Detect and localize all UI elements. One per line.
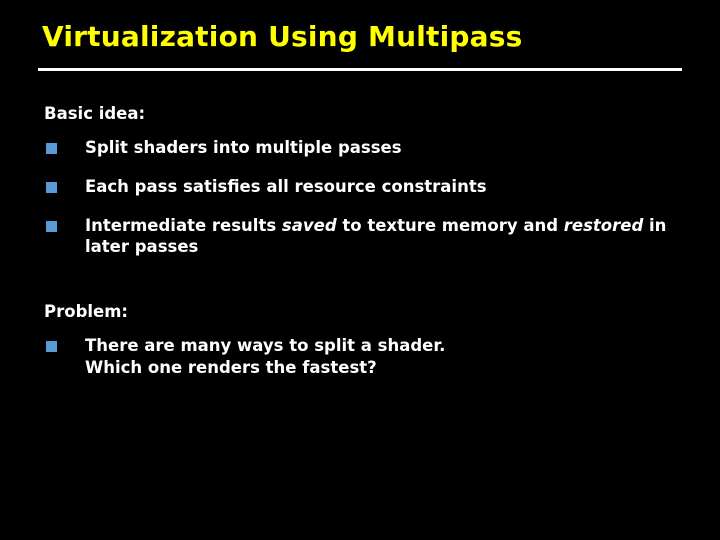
square-bullet-icon [46, 182, 57, 193]
list-item [44, 335, 694, 379]
list-item [44, 176, 694, 198]
square-bullet-icon [46, 341, 57, 352]
list-item [44, 137, 694, 159]
list-item-text: Intermediate results saved to texture memory and restored in later passes [85, 215, 667, 257]
section-lead-problem: Problem: [44, 302, 129, 322]
list-item-text: Split shaders into multiple passes [85, 138, 402, 157]
list-item-text: Each pass satisfies all resource constraints [85, 176, 487, 196]
list-item-text: There are many ways to split a shader. Which one renders the fastest? [85, 336, 446, 377]
square-bullet-icon [46, 143, 57, 154]
bullet-list-basic-idea [44, 137, 694, 258]
bullet-list-problem [44, 335, 694, 379]
page-title: Virtualization Using Multipass [42, 20, 523, 53]
list-item [44, 215, 694, 259]
slide-body [44, 104, 694, 396]
square-bullet-icon [46, 221, 57, 232]
title-divider [38, 68, 682, 71]
section-lead-basic-idea: Basic idea: [44, 104, 146, 123]
